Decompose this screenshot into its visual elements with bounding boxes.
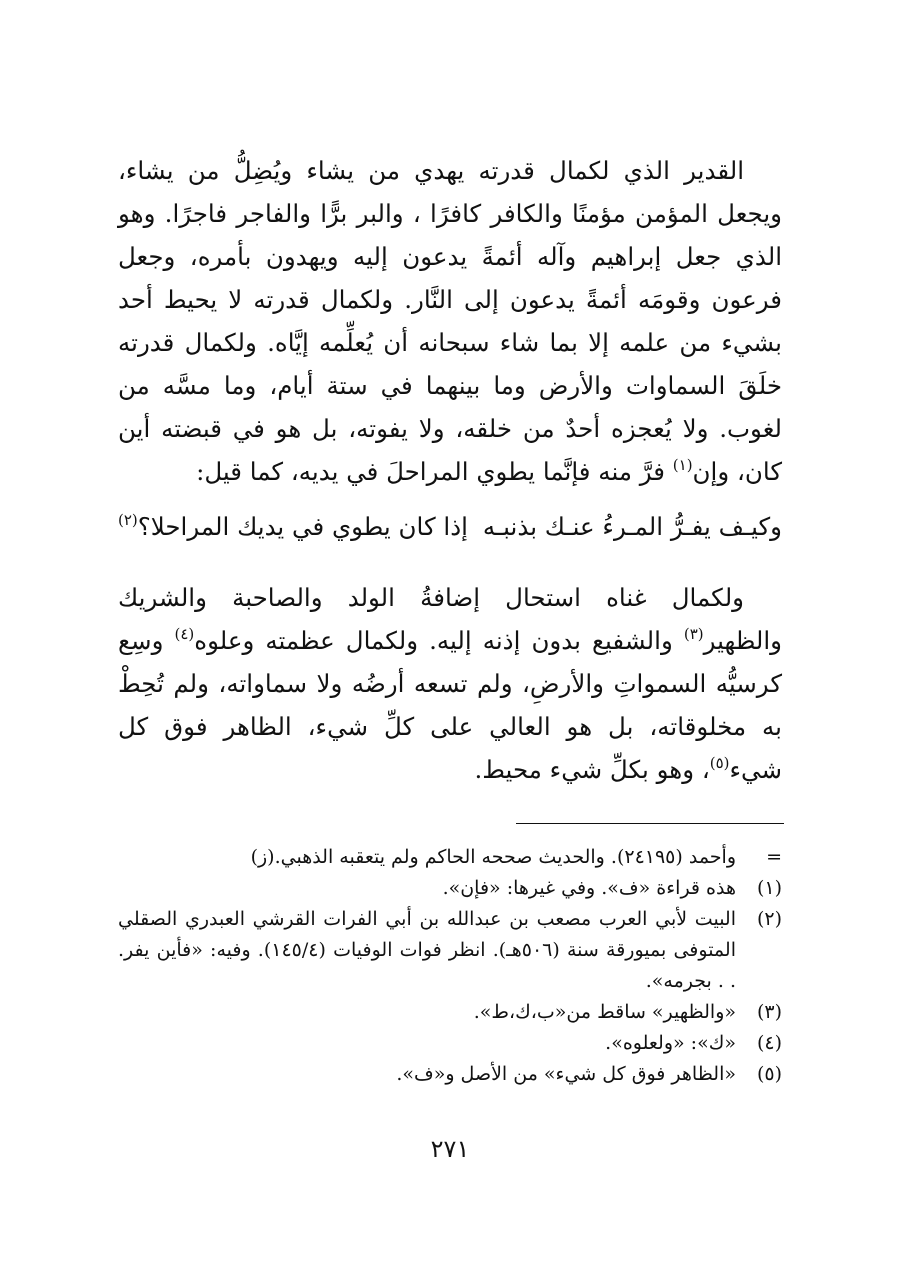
paragraph-2-text-a: ولكمال غناه استحال إضافةُ الولد والصاحبة والشريك والظهير — [118, 583, 783, 655]
body-paragraph-1 — [118, 149, 782, 493]
footnote-5 — [118, 1059, 782, 1090]
body-paragraph-2 — [118, 576, 782, 791]
paragraph-1-end-text: فرَّ منه فإنَّما يطوي المراحلَ في يديه، كما قيل: — [196, 457, 673, 486]
paragraph-1-text: القدير الذي لكمال قدرته يهدي من يشاء ويُضِلُّ من يشاء، ويجعل المؤمن مؤمنًا والكافر كافرًا ، والبر برًّا والفاجر فاجرًا. وهو الذي جعل إبراهيم وآله أئمةً يدعون إليه ويهدون بأمره، وجعل فرعون وقومَه أئمةً يدعون إلى النَّار. ولكمال قدرته لا يحيط أحد بشيء من علمه إلا بما شاء سبحانه أن يُعلِّمه إيَّاه. ولكمال قدرته خلَقَ السماوات والأرض وما بينهما في ستة أيام، وما مسَّه من لغوب. ولا يُعجزه أحدٌ من خلقه، ولا يفوته، بل هو في قبضته أين كان، وإن — [118, 156, 782, 486]
footnote-text: وأحمد (٢٤١٩٥). والحديث صححه الحاكم ولم يتعقبه الذهبي.(ز) — [250, 846, 736, 868]
page-number: ٢٧١ — [430, 1135, 470, 1163]
footnote-continuation — [118, 842, 782, 873]
footnote-marker: = — [766, 846, 782, 868]
verse-second-hemistich: إذا كان يطوي في يديك المراحلا؟ — [137, 512, 468, 541]
footnote-ref-5: (٥) — [709, 754, 730, 772]
footnote-marker: (٤) — [756, 1032, 782, 1054]
paragraph-2-text-b: والشفيع بدون إذنه إليه. ولكمال عظمته وعلوه — [194, 626, 684, 655]
paragraph-text — [118, 149, 782, 493]
footnote-ref-3: (٣) — [683, 625, 704, 643]
footnote-text: البيت لأبي العرب مصعب بن عبدالله بن أبي الفرات القرشي العبدري الصقلي المتوفى بميورقة سنة (٥٠٦هـ). انظر فوات الوفيات (١٤٥/٤). وفيه: «فأين يفر. . . بجرمه». — [118, 908, 736, 992]
footnote-ref-1: (١) — [672, 456, 693, 474]
verse-second-hemistich-wrap — [118, 505, 468, 548]
footnote-1 — [118, 873, 782, 904]
footnote-3 — [118, 997, 782, 1028]
footnote-separator — [516, 823, 784, 824]
footnote-marker: (٥) — [756, 1063, 782, 1085]
poetry-verse — [118, 505, 782, 548]
footnote-text: «الظاهر فوق كل شيء» من الأصل و«ف». — [396, 1063, 736, 1085]
footnote-text: هذه قراءة «ف». وفي غيرها: «فإن». — [442, 877, 736, 899]
paragraph-text — [118, 576, 782, 791]
footnote-marker: (٣) — [756, 1001, 782, 1023]
footnote-text: «والظهير» ساقط من«ب،ك،ط». — [473, 1001, 736, 1023]
footnote-ref-4: (٤) — [174, 625, 195, 643]
paragraph-2-text-c: وسِع كرسيُّه السمواتِ والأرضِ، ولم تسعه أرضُه ولا سماواته، ولم تُحِطْ به مخلوقاته، بل هو العالي على كلِّ شيء، الظاهر فوق كل شيء — [118, 626, 782, 784]
paragraph-2-text-d: ، وهو بكلِّ شيء محيط. — [474, 755, 710, 784]
footnote-marker: (٢) — [756, 908, 782, 930]
footnote-4 — [118, 1028, 782, 1059]
footnote-ref-2: (٢) — [118, 511, 138, 529]
verse-first-hemistich: وكيـف يفـرُّ المـرءُ عنـك بذنبـه — [482, 512, 782, 541]
footnote-text: «ك»: «ولعلوه». — [605, 1032, 736, 1054]
footnote-marker: (١) — [756, 877, 782, 899]
footnotes-section — [118, 842, 782, 1090]
footnote-2 — [118, 904, 782, 997]
